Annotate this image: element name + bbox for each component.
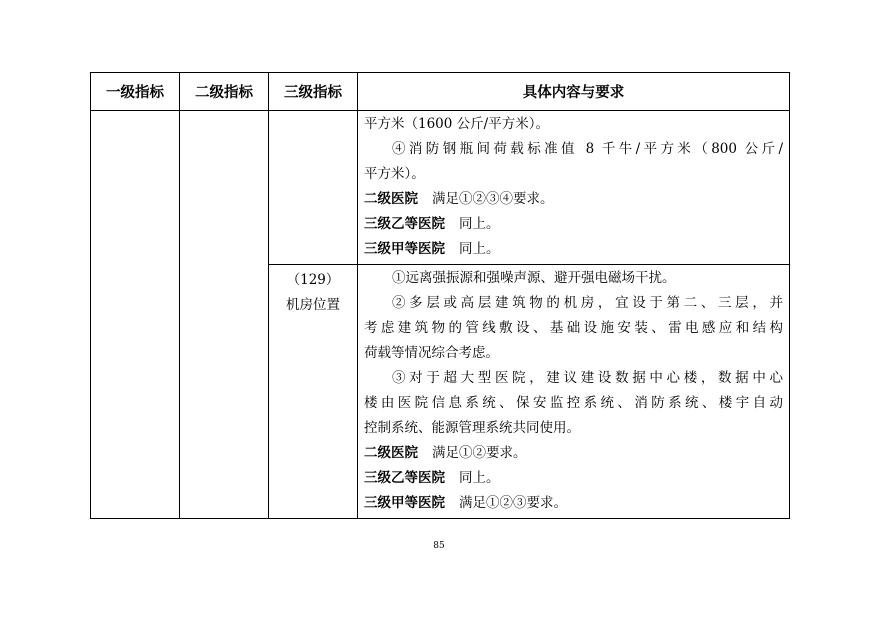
level-line	[364, 212, 783, 237]
level-line	[364, 187, 783, 212]
level2-cell	[180, 111, 269, 519]
requirements-table	[90, 72, 790, 519]
level-label: 三级甲等医院	[364, 495, 445, 511]
content-line: 平方米（1600 公斤/平方米）。	[364, 116, 549, 132]
level-text: 同上。	[459, 216, 500, 232]
content-line: ③对于超大型医院，建议建设数据中心楼，数据中心	[392, 370, 783, 386]
content-cell	[358, 111, 790, 265]
header-row	[91, 73, 790, 111]
header-level1: 一级指标	[91, 73, 180, 111]
content-cell	[358, 265, 790, 519]
level-label: 三级乙等医院	[364, 470, 445, 486]
content-line: 控制系统、能源管理系统共同使用。	[364, 420, 580, 436]
level3-cell	[269, 265, 358, 519]
level-label: 二级医院	[364, 445, 418, 461]
level-text: 满足①②③④要求。	[432, 191, 554, 207]
level-line	[364, 466, 783, 491]
level-label: 三级乙等医院	[364, 216, 445, 232]
level-text: 同上。	[459, 241, 500, 257]
content-line: 平方米）。	[364, 166, 425, 182]
level-label: 三级甲等医院	[364, 241, 445, 257]
content-line: ②多层或高层建筑物的机房，宜设于第二、三层，并	[392, 295, 783, 311]
content-line: ④消防钢瓶间荷载标准值 8 千牛/平方米（800 公斤/	[392, 141, 783, 157]
level1-cell	[91, 111, 180, 519]
header-level2: 二级指标	[180, 73, 269, 111]
level-line	[364, 441, 783, 466]
level3-cell-empty	[269, 111, 358, 265]
header-content: 具体内容与要求	[358, 73, 790, 111]
page-number: 85	[433, 541, 445, 551]
level-line	[364, 491, 783, 516]
level-text: 同上。	[459, 470, 500, 486]
level-text: 满足①②③要求。	[459, 495, 567, 511]
header-level3: 三级指标	[269, 73, 358, 111]
level-text: 满足①②要求。	[432, 445, 527, 461]
level-line	[364, 237, 783, 262]
table-row	[91, 111, 790, 265]
content-line: ①远离强振源和强噪声源、避开强电磁场干扰。	[392, 270, 676, 286]
level-label: 二级医院	[364, 191, 418, 207]
item-title: 机房位置	[286, 297, 340, 313]
content-line: 考虑建筑物的管线敷设、基础设施安装、雷电感应和结构	[364, 320, 783, 336]
content-line: 楼由医院信息系统、保安监控系统、消防系统、楼宇自动	[364, 395, 783, 411]
item-number: （129）	[286, 272, 340, 288]
content-line: 荷载等情况综合考虑。	[364, 345, 499, 361]
